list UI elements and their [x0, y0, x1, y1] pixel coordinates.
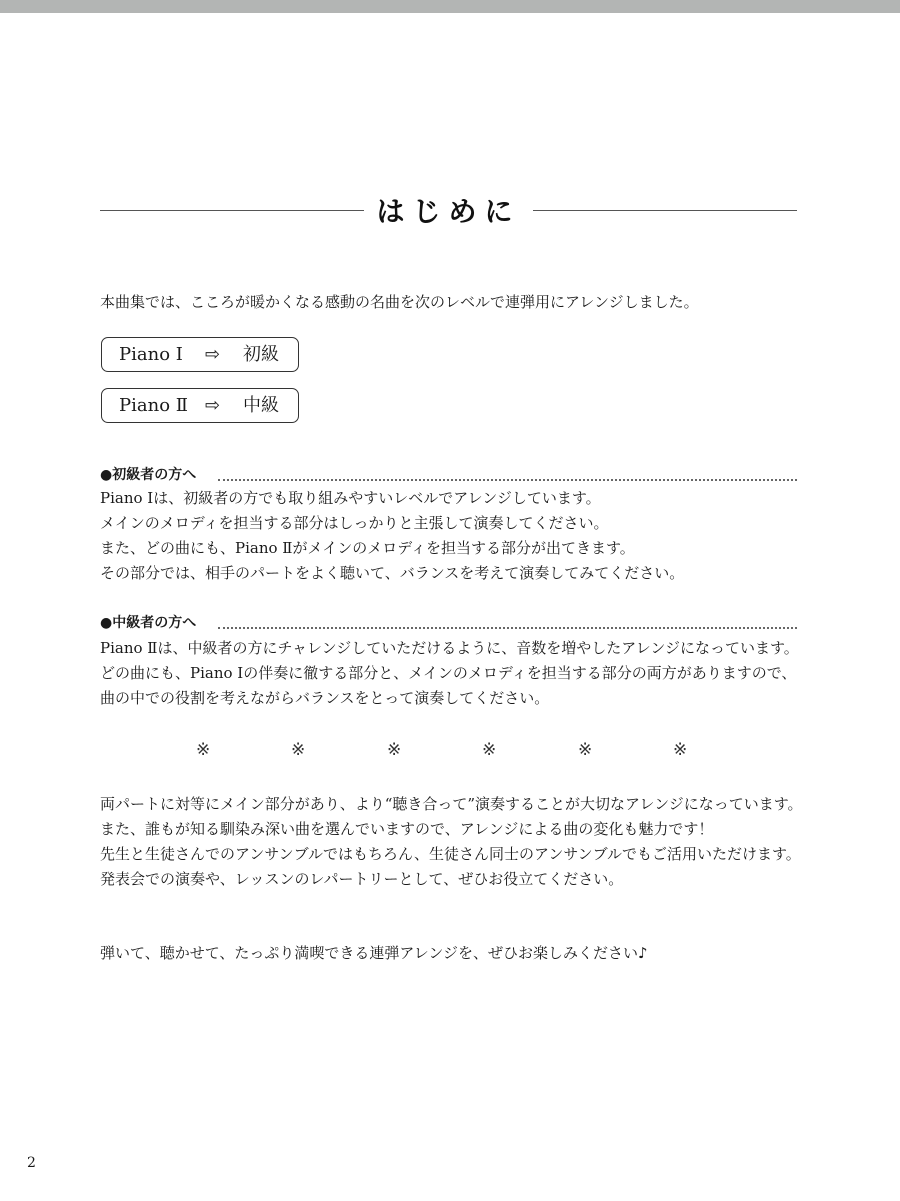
level-box-piano-1 [101, 337, 299, 372]
level-part: Piano Ⅱ [119, 395, 188, 416]
right-arrow-icon: ⇨ [205, 395, 221, 416]
text-line: 曲の中での役割を考えながらバランスをとって演奏してください。 [100, 689, 550, 707]
dotted-leader [218, 479, 797, 481]
title-rule-right [533, 210, 797, 211]
text-line: また、誰もが知る馴染み深い曲を選んでいますので、アレンジによる曲の変化も魅力です！ [100, 820, 714, 838]
section-heading-beginner [100, 463, 797, 487]
section-heading-intermediate [100, 611, 797, 635]
text-line: 先生と生徒さんでのアンサンブルではもちろん、生徒さん同士のアンサンブルでもご活用いただけます。 [100, 845, 801, 863]
ornament-mark: ※ [673, 740, 688, 760]
page-title: はじめに [376, 195, 521, 228]
intro-text: 本曲集では、こころが暖かくなる感動の名曲を次のレベルで連弾用にアレンジしました。 [100, 293, 699, 311]
text-line: その部分では、相手のパートをよく聴いて、バランスを考えて演奏してみてください。 [100, 564, 685, 582]
level-grade: 中級 [243, 395, 279, 416]
closing-line: 弾いて、聴かせて、たっぷり満喫できる連弾アレンジを、ぜひお楽しみください♪ [100, 944, 648, 962]
right-arrow-icon: ⇨ [205, 344, 221, 365]
text-line: メインのメロディを担当する部分はしっかりと主張して演奏してください。 [100, 514, 609, 532]
title-row [100, 190, 797, 240]
ornament-mark: ※ [387, 740, 402, 760]
text-line: Piano Ⅰは、初級者の方でも取り組みやすいレベルでアレンジしています。 [100, 489, 601, 507]
level-part: Piano Ⅰ [119, 344, 183, 365]
level-box-piano-2 [101, 388, 299, 423]
text-line: また、どの曲にも、Piano Ⅱがメインのメロディを担当する部分が出てきます。 [100, 539, 635, 557]
section-heading-label: ●初級者の方へ [100, 467, 202, 483]
text-line: どの曲にも、Piano Ⅰの伴奏に徹する部分と、メインのメロディを担当する部分の両方がありますので、 [100, 664, 797, 682]
section-body-beginner [100, 486, 684, 586]
level-grade: 初級 [243, 344, 279, 365]
top-color-bar [0, 0, 900, 13]
section-body-intermediate [100, 636, 799, 711]
ornament-mark: ※ [291, 740, 306, 760]
ornament-mark: ※ [482, 740, 497, 760]
summary-paragraph [100, 792, 803, 892]
page-number: 2 [27, 1155, 36, 1171]
text-line: 発表会での演奏や、レッスンのレパートリーとして、ぜひお役立てください。 [100, 870, 624, 888]
ornament-mark: ※ [578, 740, 593, 760]
ornament-mark: ※ [196, 740, 211, 760]
section-heading-label: ●中級者の方へ [100, 615, 202, 631]
title-rule-left [100, 210, 364, 211]
text-line: 両パートに対等にメイン部分があり、より“聴き合って”演奏することが大切なアレンジになっています。 [100, 795, 803, 813]
text-line: Piano Ⅱは、中級者の方にチャレンジしていただけるように、音数を増やしたアレンジになっています。 [100, 639, 799, 657]
dotted-leader [218, 627, 797, 629]
